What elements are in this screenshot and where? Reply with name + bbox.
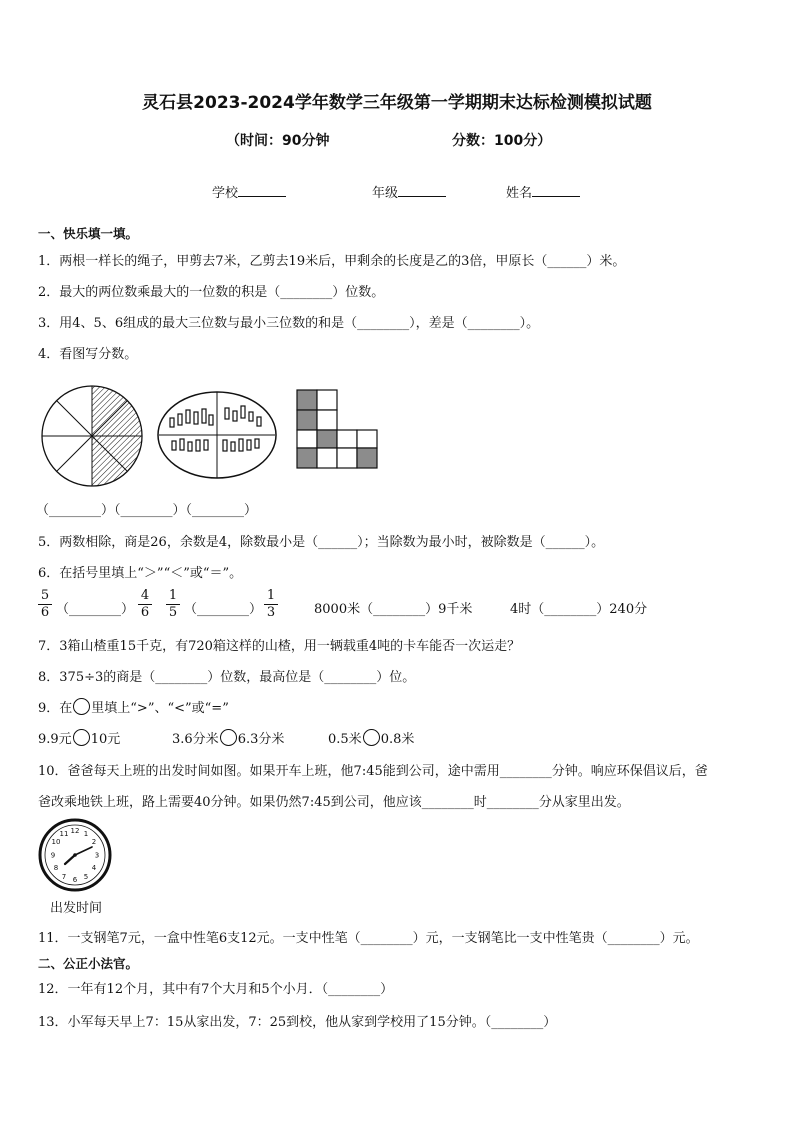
fraction-numerator: 4 — [138, 588, 152, 605]
question-1: 1．两根一样长的绳子，甲剪去7米，乙剪去19米后，甲剩余的长度是乙的3倍，甲原长（______）米。 — [38, 254, 626, 269]
fraction-numerator: 1 — [166, 588, 180, 605]
svg-text:9: 9 — [50, 851, 56, 860]
exam-score: 分数：100分） — [452, 133, 552, 149]
grade-label: 年级 — [372, 186, 399, 201]
q9-item-1 — [38, 728, 120, 747]
q9-item-right: 0.8米 — [380, 732, 415, 747]
fraction-5-6 — [38, 588, 52, 621]
question-9-suffix: 里填上“>”、“<”或“=” — [91, 701, 229, 716]
grid-figure — [295, 388, 379, 470]
question-13: 13．小军每天早上7：15从家出发，7：25到校，他从家到学校用了15分钟。（________） — [38, 1015, 557, 1030]
svg-text:12: 12 — [70, 827, 80, 835]
q9-item-left: 9.9元 — [38, 732, 72, 747]
exam-time: （时间：90分钟 — [226, 133, 330, 149]
question-10-line-1: 10．爸爸每天上班的出发时间如图。如果开车上班，他7:45能到公司，途中需用________分钟。响应环保倡议后，爸 — [38, 764, 708, 779]
q9-item-2 — [172, 728, 284, 747]
question-12: 12．一年有12个月，其中有7个大月和5个小月．（________） — [38, 982, 394, 997]
fraction-1-3 — [264, 588, 278, 621]
fraction-denominator: 5 — [168, 605, 178, 620]
pie-figure — [40, 384, 144, 488]
name-blank[interactable] — [532, 184, 580, 197]
q9-item-right: 10元 — [90, 732, 121, 747]
fraction-numerator: 5 — [38, 588, 52, 605]
compare-circle-icon — [73, 698, 90, 715]
compare-blank-2[interactable]: （________） — [184, 602, 263, 617]
q9-item-3 — [328, 728, 414, 747]
section-1-heading: 一、快乐填一填。 — [38, 226, 139, 241]
compare-hours: 4时（________）240分 — [510, 602, 648, 617]
question-9-prefix: 9．在 — [38, 701, 73, 716]
question-5: 5．两数相除，商是26，余数是4，除数最小是（______）；当除数为最小时，被除数是（______）。 — [38, 535, 605, 550]
question-8: 8．375÷3的商是（________）位数，最高位是（________）位。 — [38, 670, 416, 685]
section-2-heading: 二、公正小法官。 — [38, 956, 139, 971]
question-2: 2．最大的两位数乘最大的一位数的积是（________）位数。 — [38, 285, 385, 300]
question-9 — [38, 697, 229, 716]
q9-item-left: 3.6分米 — [172, 732, 219, 747]
question-10-line-2: 爸改乘地铁上班，路上需要40分钟。如果仍然7:45到公司，他应该________时________分从家里出发。 — [38, 795, 630, 810]
name-label: 姓名 — [506, 186, 533, 201]
q9-item-left: 0.5米 — [328, 732, 362, 747]
question-4: 4．看图写分数。 — [38, 347, 138, 362]
clock-icon — [38, 818, 112, 892]
question-7: 7．3箱山楂重15千克，有720箱这样的山楂，用一辆载重4吨的卡车能否一次运走？ — [38, 639, 521, 654]
school-label: 学校 — [212, 186, 239, 201]
fraction-denominator: 3 — [266, 605, 276, 620]
svg-text:3: 3 — [94, 851, 100, 860]
clock-caption: 出发时间 — [50, 901, 103, 916]
svg-text:8: 8 — [53, 864, 59, 872]
compare-blank-1[interactable]: （________） — [56, 602, 135, 617]
compare-circle-3[interactable] — [363, 729, 380, 746]
question-11: 11．一支钢笔7元，一盒中性笔6支12元。一支中性笔（________）元，一支钢笔比一支中性笔贵（________）元。 — [38, 931, 699, 946]
compare-circle-1[interactable] — [73, 729, 90, 746]
question-4-blanks[interactable]: （________）（________）（________） — [36, 503, 258, 518]
compare-circle-2[interactable] — [220, 729, 237, 746]
fraction-numerator: 1 — [264, 588, 278, 605]
svg-text:1: 1 — [83, 830, 89, 838]
svg-text:11: 11 — [59, 830, 69, 838]
compare-meters: 8000米（________）9千米 — [314, 602, 473, 617]
svg-text:2: 2 — [91, 838, 97, 846]
grade-blank[interactable] — [398, 184, 446, 197]
question-6: 6．在括号里填上“＞”“＜”或“＝”。 — [38, 566, 243, 581]
fraction-4-6 — [138, 588, 152, 621]
page-title: 灵石县2023-2024学年数学三年级第一学期期末达标检测模拟试题 — [142, 93, 652, 113]
fraction-denominator: 6 — [140, 605, 150, 620]
svg-text:7: 7 — [61, 873, 67, 881]
name-field — [506, 182, 580, 201]
svg-text:6: 6 — [72, 876, 78, 884]
q9-item-right: 6.3分米 — [237, 732, 285, 747]
school-field — [212, 182, 286, 201]
question-3: 3．用4、5、6组成的最大三位数与最小三位数的和是（________），差是（________）。 — [38, 316, 540, 331]
svg-text:5: 5 — [83, 873, 89, 881]
ellipse-figure — [156, 390, 278, 480]
fraction-1-5 — [166, 588, 180, 621]
svg-text:4: 4 — [91, 864, 97, 872]
grade-field — [372, 182, 446, 201]
fraction-denominator: 6 — [40, 605, 50, 620]
svg-text:10: 10 — [51, 838, 61, 846]
school-blank[interactable] — [238, 184, 286, 197]
